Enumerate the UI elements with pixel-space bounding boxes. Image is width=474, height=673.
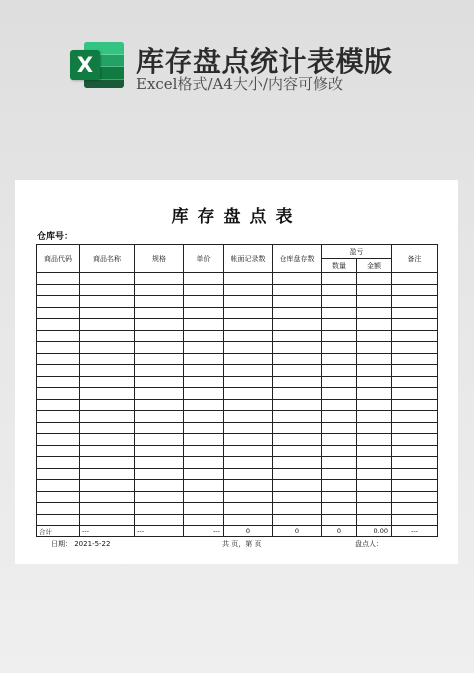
total-label: 合计 bbox=[37, 526, 80, 537]
table-cell[interactable] bbox=[80, 445, 135, 457]
table-cell[interactable] bbox=[80, 376, 135, 388]
table-cell[interactable] bbox=[135, 330, 184, 342]
table-cell[interactable] bbox=[322, 296, 357, 308]
table-cell[interactable] bbox=[322, 514, 357, 526]
table-row bbox=[37, 353, 438, 365]
table-cell[interactable] bbox=[357, 399, 392, 411]
table-cell[interactable] bbox=[80, 411, 135, 423]
table-cell[interactable] bbox=[184, 342, 224, 354]
table-cell[interactable] bbox=[273, 376, 322, 388]
table-row bbox=[37, 365, 438, 377]
table-row bbox=[37, 399, 438, 411]
table-row bbox=[37, 480, 438, 492]
table-cell[interactable] bbox=[37, 319, 80, 331]
table-cell[interactable] bbox=[392, 307, 438, 319]
table-cell[interactable] bbox=[37, 399, 80, 411]
table-cell[interactable] bbox=[80, 468, 135, 480]
table-cell[interactable] bbox=[357, 319, 392, 331]
col-header-unit-price: 单价 bbox=[184, 245, 224, 273]
document-title: 库存盘点表 bbox=[171, 207, 302, 227]
table-cell[interactable] bbox=[37, 330, 80, 342]
table-cell[interactable] bbox=[184, 434, 224, 446]
table-row bbox=[37, 457, 438, 469]
total-stock-count: 0 bbox=[273, 526, 322, 537]
table-cell[interactable] bbox=[392, 468, 438, 480]
table-cell[interactable] bbox=[80, 422, 135, 434]
table-cell[interactable] bbox=[224, 284, 273, 296]
col-header-remarks: 备注 bbox=[392, 245, 438, 273]
table-cell[interactable] bbox=[322, 399, 357, 411]
table-cell[interactable] bbox=[273, 307, 322, 319]
table-cell[interactable] bbox=[357, 411, 392, 423]
table-cell[interactable] bbox=[392, 342, 438, 354]
table-cell[interactable] bbox=[135, 491, 184, 503]
table-cell[interactable] bbox=[357, 514, 392, 526]
table-cell[interactable] bbox=[37, 434, 80, 446]
table-row bbox=[37, 307, 438, 319]
table-cell[interactable] bbox=[184, 319, 224, 331]
table-cell[interactable] bbox=[392, 296, 438, 308]
table-cell[interactable] bbox=[80, 365, 135, 377]
table-cell[interactable] bbox=[184, 480, 224, 492]
table-cell[interactable] bbox=[184, 514, 224, 526]
table-row bbox=[37, 514, 438, 526]
table-cell[interactable] bbox=[322, 480, 357, 492]
table-cell[interactable] bbox=[357, 273, 392, 285]
table-cell[interactable] bbox=[37, 503, 80, 515]
table-cell[interactable] bbox=[357, 434, 392, 446]
table-cell[interactable] bbox=[135, 468, 184, 480]
table-cell[interactable] bbox=[184, 284, 224, 296]
col-header-name: 商品名称 bbox=[80, 245, 135, 273]
table-cell[interactable] bbox=[357, 365, 392, 377]
table-cell[interactable] bbox=[224, 503, 273, 515]
table-cell[interactable] bbox=[135, 399, 184, 411]
table-cell[interactable] bbox=[392, 411, 438, 423]
table-cell[interactable] bbox=[37, 411, 80, 423]
total-spec: --- bbox=[135, 526, 184, 537]
table-cell[interactable] bbox=[357, 342, 392, 354]
table-row bbox=[37, 503, 438, 515]
table-cell[interactable] bbox=[322, 342, 357, 354]
table-cell[interactable] bbox=[392, 445, 438, 457]
table-cell[interactable] bbox=[37, 480, 80, 492]
table-cell[interactable] bbox=[357, 330, 392, 342]
table-cell[interactable] bbox=[224, 307, 273, 319]
table-cell[interactable] bbox=[357, 491, 392, 503]
table-cell[interactable] bbox=[184, 296, 224, 308]
table-cell[interactable] bbox=[80, 514, 135, 526]
table-cell[interactable] bbox=[184, 388, 224, 400]
table-cell[interactable] bbox=[357, 284, 392, 296]
table-cell[interactable] bbox=[224, 399, 273, 411]
table-cell[interactable] bbox=[224, 468, 273, 480]
table-cell[interactable] bbox=[80, 503, 135, 515]
table-cell[interactable] bbox=[322, 468, 357, 480]
table-cell[interactable] bbox=[37, 353, 80, 365]
table-cell[interactable] bbox=[135, 503, 184, 515]
total-book-count: 0 bbox=[224, 526, 273, 537]
table-cell[interactable] bbox=[184, 399, 224, 411]
table-cell[interactable] bbox=[184, 445, 224, 457]
table-cell[interactable] bbox=[224, 457, 273, 469]
table-cell[interactable] bbox=[80, 330, 135, 342]
table-cell[interactable] bbox=[273, 468, 322, 480]
table-cell[interactable] bbox=[273, 284, 322, 296]
table-cell[interactable] bbox=[184, 503, 224, 515]
table-cell[interactable] bbox=[392, 319, 438, 331]
table-cell[interactable] bbox=[392, 457, 438, 469]
table-cell[interactable] bbox=[184, 330, 224, 342]
table-cell[interactable] bbox=[273, 388, 322, 400]
table-cell[interactable] bbox=[37, 457, 80, 469]
table-row bbox=[37, 422, 438, 434]
table-cell[interactable] bbox=[322, 376, 357, 388]
table-cell[interactable] bbox=[273, 457, 322, 469]
table-cell[interactable] bbox=[184, 411, 224, 423]
table-cell[interactable] bbox=[224, 491, 273, 503]
table-cell[interactable] bbox=[37, 273, 80, 285]
table-cell[interactable] bbox=[224, 330, 273, 342]
warehouse-label: 仓库号： bbox=[37, 232, 74, 242]
table-cell[interactable] bbox=[135, 342, 184, 354]
table-row bbox=[37, 273, 438, 285]
table-cell[interactable] bbox=[322, 273, 357, 285]
col-header-code: 商品代码 bbox=[37, 245, 80, 273]
table-cell[interactable] bbox=[273, 353, 322, 365]
table-cell[interactable] bbox=[37, 514, 80, 526]
table-row bbox=[37, 342, 438, 354]
table-cell[interactable] bbox=[80, 388, 135, 400]
table-cell[interactable] bbox=[224, 353, 273, 365]
table-cell[interactable] bbox=[392, 330, 438, 342]
table-row bbox=[37, 388, 438, 400]
table-cell[interactable] bbox=[135, 514, 184, 526]
table-cell[interactable] bbox=[322, 319, 357, 331]
table-row bbox=[37, 491, 438, 503]
table-cell[interactable] bbox=[37, 365, 80, 377]
table-cell[interactable] bbox=[184, 422, 224, 434]
table-cell[interactable] bbox=[37, 491, 80, 503]
footer-counter: 盘点人： bbox=[355, 540, 383, 548]
table-cell[interactable] bbox=[273, 411, 322, 423]
table-cell[interactable] bbox=[184, 365, 224, 377]
table-cell[interactable] bbox=[273, 480, 322, 492]
table-row bbox=[37, 411, 438, 423]
table-cell[interactable] bbox=[322, 353, 357, 365]
table-cell[interactable] bbox=[273, 319, 322, 331]
table-cell[interactable] bbox=[80, 399, 135, 411]
total-remarks: --- bbox=[392, 526, 438, 537]
table-cell[interactable] bbox=[80, 353, 135, 365]
table-cell[interactable] bbox=[357, 376, 392, 388]
table-cell[interactable] bbox=[80, 307, 135, 319]
table-cell[interactable] bbox=[392, 388, 438, 400]
table-cell[interactable] bbox=[184, 457, 224, 469]
table-cell[interactable] bbox=[273, 273, 322, 285]
table-cell[interactable] bbox=[392, 273, 438, 285]
table-cell[interactable] bbox=[357, 307, 392, 319]
col-header-book-count: 帐面记录数 bbox=[224, 245, 273, 273]
table-cell[interactable] bbox=[135, 296, 184, 308]
table-cell[interactable] bbox=[322, 411, 357, 423]
table-cell[interactable] bbox=[273, 422, 322, 434]
table-cell[interactable] bbox=[392, 514, 438, 526]
col-header-profit-loss: 盈亏 bbox=[322, 245, 392, 259]
table-cell[interactable] bbox=[135, 445, 184, 457]
table-row bbox=[37, 319, 438, 331]
total-quantity: 0 bbox=[322, 526, 357, 537]
table-cell[interactable] bbox=[80, 480, 135, 492]
table-cell[interactable] bbox=[273, 399, 322, 411]
table-cell[interactable] bbox=[37, 342, 80, 354]
inventory-table bbox=[36, 244, 438, 537]
table-cell[interactable] bbox=[80, 319, 135, 331]
table-row bbox=[37, 330, 438, 342]
table-cell[interactable] bbox=[224, 296, 273, 308]
table-row bbox=[37, 434, 438, 446]
total-row bbox=[37, 526, 438, 537]
table-cell[interactable] bbox=[322, 434, 357, 446]
table-body bbox=[37, 273, 438, 526]
table-cell[interactable] bbox=[135, 457, 184, 469]
table-row bbox=[37, 468, 438, 480]
table-cell[interactable] bbox=[184, 468, 224, 480]
table-cell[interactable] bbox=[37, 307, 80, 319]
table-cell[interactable] bbox=[37, 376, 80, 388]
table-cell[interactable] bbox=[357, 468, 392, 480]
table-cell[interactable] bbox=[357, 480, 392, 492]
table-cell[interactable] bbox=[184, 273, 224, 285]
table-cell[interactable] bbox=[37, 296, 80, 308]
table-cell[interactable] bbox=[184, 353, 224, 365]
table-cell[interactable] bbox=[322, 388, 357, 400]
table-cell[interactable] bbox=[322, 330, 357, 342]
table-cell[interactable] bbox=[224, 434, 273, 446]
table-cell[interactable] bbox=[224, 422, 273, 434]
table-cell[interactable] bbox=[357, 388, 392, 400]
table-cell[interactable] bbox=[135, 422, 184, 434]
table-cell[interactable] bbox=[80, 491, 135, 503]
table-cell[interactable] bbox=[135, 284, 184, 296]
excel-x-icon: X bbox=[70, 50, 100, 80]
table-cell[interactable] bbox=[273, 365, 322, 377]
table-row bbox=[37, 296, 438, 308]
table-cell[interactable] bbox=[224, 319, 273, 331]
table-cell[interactable] bbox=[135, 480, 184, 492]
table-cell[interactable] bbox=[322, 284, 357, 296]
page-title: 库存盘点统计表模版 bbox=[136, 45, 393, 78]
table-cell[interactable] bbox=[392, 399, 438, 411]
table-cell[interactable] bbox=[224, 376, 273, 388]
table-cell[interactable] bbox=[184, 376, 224, 388]
table-cell[interactable] bbox=[357, 422, 392, 434]
table-cell[interactable] bbox=[273, 491, 322, 503]
table-cell[interactable] bbox=[322, 491, 357, 503]
total-unit-price: --- bbox=[184, 526, 224, 537]
table-cell[interactable] bbox=[224, 411, 273, 423]
table-cell[interactable] bbox=[135, 388, 184, 400]
table-cell[interactable] bbox=[273, 503, 322, 515]
table-cell[interactable] bbox=[135, 434, 184, 446]
table-cell[interactable] bbox=[224, 514, 273, 526]
excel-logo bbox=[68, 40, 126, 90]
table-cell[interactable] bbox=[273, 434, 322, 446]
total-amount: 0.00 bbox=[357, 526, 392, 537]
table-cell[interactable] bbox=[273, 445, 322, 457]
table-cell[interactable] bbox=[392, 353, 438, 365]
table-cell[interactable] bbox=[135, 376, 184, 388]
table-cell[interactable] bbox=[135, 353, 184, 365]
table-cell[interactable] bbox=[37, 388, 80, 400]
total-name: --- bbox=[80, 526, 135, 537]
table-cell[interactable] bbox=[37, 284, 80, 296]
table-cell[interactable] bbox=[392, 284, 438, 296]
table-cell[interactable] bbox=[392, 376, 438, 388]
col-header-quantity: 数量 bbox=[322, 259, 357, 273]
table-cell[interactable] bbox=[322, 445, 357, 457]
table-cell[interactable] bbox=[224, 273, 273, 285]
table-cell[interactable] bbox=[273, 342, 322, 354]
table-cell[interactable] bbox=[322, 365, 357, 377]
table-cell[interactable] bbox=[80, 434, 135, 446]
table-cell[interactable] bbox=[357, 503, 392, 515]
table-cell[interactable] bbox=[80, 296, 135, 308]
table-cell[interactable] bbox=[135, 307, 184, 319]
table-cell[interactable] bbox=[357, 457, 392, 469]
footer-date: 日期： 2021-5-22 bbox=[51, 540, 111, 548]
table-cell[interactable] bbox=[184, 491, 224, 503]
col-header-stock-count: 仓库盘存数 bbox=[273, 245, 322, 273]
table-cell[interactable] bbox=[322, 422, 357, 434]
table-cell[interactable] bbox=[392, 434, 438, 446]
table-cell[interactable] bbox=[80, 457, 135, 469]
table-cell[interactable] bbox=[322, 307, 357, 319]
table-cell[interactable] bbox=[80, 342, 135, 354]
table-cell[interactable] bbox=[37, 445, 80, 457]
table-cell[interactable] bbox=[273, 296, 322, 308]
table-cell[interactable] bbox=[357, 296, 392, 308]
table-row bbox=[37, 284, 438, 296]
table-cell[interactable] bbox=[80, 284, 135, 296]
table-cell[interactable] bbox=[224, 480, 273, 492]
table-cell[interactable] bbox=[224, 445, 273, 457]
table-cell[interactable] bbox=[135, 273, 184, 285]
table-cell[interactable] bbox=[224, 388, 273, 400]
table-cell[interactable] bbox=[392, 365, 438, 377]
col-header-amount: 金额 bbox=[357, 259, 392, 273]
table-cell[interactable] bbox=[357, 445, 392, 457]
table-cell[interactable] bbox=[392, 480, 438, 492]
table-cell[interactable] bbox=[135, 411, 184, 423]
table-cell[interactable] bbox=[392, 503, 438, 515]
page-subtitle: Excel格式/A4大小/内容可修改 bbox=[136, 75, 343, 93]
table-cell[interactable] bbox=[357, 353, 392, 365]
table-cell[interactable] bbox=[224, 342, 273, 354]
footer-pages: 共 页，第 页 bbox=[222, 540, 262, 548]
table-cell[interactable] bbox=[273, 330, 322, 342]
table-cell[interactable] bbox=[322, 503, 357, 515]
table-row bbox=[37, 445, 438, 457]
table-cell[interactable] bbox=[322, 457, 357, 469]
table-cell[interactable] bbox=[184, 307, 224, 319]
table-cell[interactable] bbox=[37, 468, 80, 480]
table-cell[interactable] bbox=[273, 514, 322, 526]
table-cell[interactable] bbox=[392, 491, 438, 503]
col-header-spec: 规格 bbox=[135, 245, 184, 273]
table-cell[interactable] bbox=[224, 365, 273, 377]
table-cell[interactable] bbox=[135, 365, 184, 377]
table-cell[interactable] bbox=[392, 422, 438, 434]
table-cell[interactable] bbox=[37, 422, 80, 434]
table-cell[interactable] bbox=[80, 273, 135, 285]
table-row bbox=[37, 376, 438, 388]
table-cell[interactable] bbox=[135, 319, 184, 331]
document-sheet bbox=[15, 180, 458, 564]
